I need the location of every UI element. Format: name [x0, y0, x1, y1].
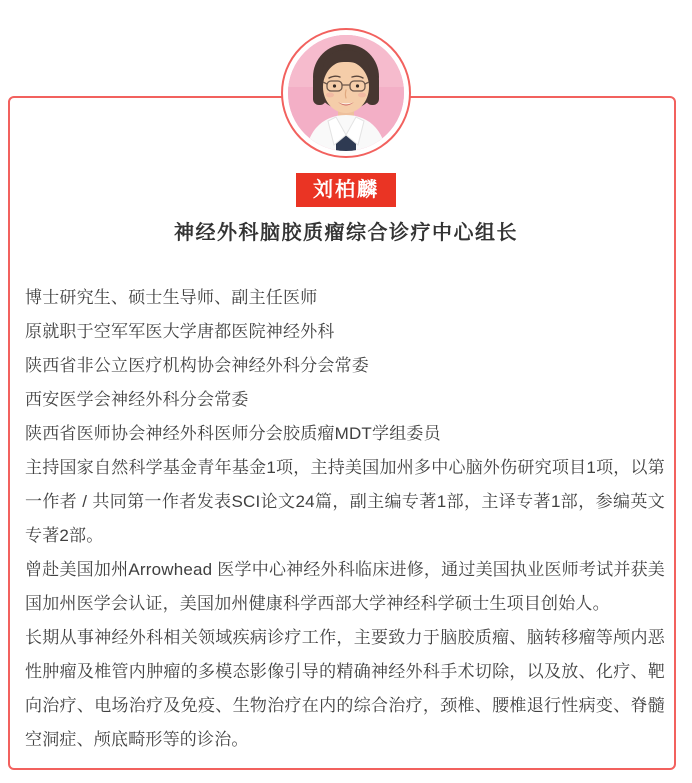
doctor-title: 神经外科脑胶质瘤综合诊疗中心组长	[174, 222, 518, 244]
bio-paragraph-clinical: 长期从事神经外科相关领域疾病诊疗工作，主要致力于脑胶质瘤、脑转移瘤等颅内恶性肿瘤及椎管内肿瘤的多模态影像引导的精确神经外科手术切除，以及放、化疗、靶向治疗、电场治疗及免疫、生物治疗在内的综合治疗，颈椎、腰椎退行性病变、脊髓空洞症、颅底畸形等的诊治。	[25, 628, 665, 749]
doctor-name-badge: 刘柏麟	[296, 173, 396, 207]
doctor-portrait-illustration	[288, 35, 404, 151]
bio-line-association-1: 陕西省非公立医疗机构协会神经外科分会常委	[25, 356, 369, 375]
bio-line-association-3: 陕西省医师协会神经外科医师分会胶质瘤MDT学组委员	[25, 424, 441, 443]
bio-paragraph-training: 曾赴美国加州Arrowhead 医学中心神经外科临床进修，通过美国执业医师考试并获美国加州医学会认证，美国加州健康科学西部大学神经科学硕士生项目创始人。	[25, 560, 665, 613]
avatar	[281, 28, 411, 158]
bio-line-association-2: 西安医学会神经外科分会常委	[25, 390, 249, 409]
bio-line-previous-position: 原就职于空军军医大学唐都医院神经外科	[25, 322, 335, 341]
bio-line-credentials: 博士研究生、硕士生导师、副主任医师	[25, 288, 318, 307]
bio-paragraph-research: 主持国家自然科学基金青年基金1项，主持美国加州多中心脑外伤研究项目1项，以第一作者 / 共同第一作者发表SCI论文24篇，副主编专著1部，主译专著1部，参编英文专著2部。	[25, 458, 665, 545]
bio-section	[25, 281, 665, 757]
doctor-portrait-photo	[288, 35, 404, 151]
